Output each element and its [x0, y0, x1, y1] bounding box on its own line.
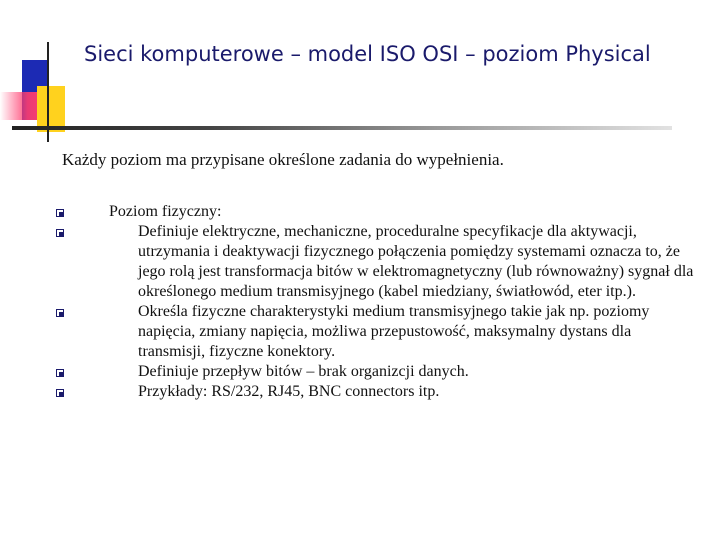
list-item-text: Określa fizyczne charakterystyki medium transmisyjnego takie jak np. poziomy napięcia, zmiany napięcia, możliwa przepustowość, maksymalny dystans dla transmisji, fizyczne konektory. [138, 303, 650, 360]
list-item [56, 382, 696, 402]
square-bullet-icon [56, 209, 64, 217]
square-bullet-icon [56, 229, 64, 237]
list-item-text: Poziom fizyczny: [109, 203, 222, 220]
bullet-list [56, 202, 696, 402]
intro-text: Każdy poziom ma przypisane określone zadania do wypełnienia. [62, 150, 504, 169]
list-item [56, 202, 696, 222]
list-item [56, 222, 696, 302]
square-bullet-icon [56, 369, 64, 377]
list-item [56, 362, 696, 382]
square-bullet-icon [56, 309, 64, 317]
list-item-text: Definiuje elektryczne, mechaniczne, proceduralne specyfikacje dla aktywacji, utrzymania i deaktywacji fizycznego połączenia pomiędzy systemami oznacza to, że jego rolą jest transformacja bitów w elektromagnetyczny (lub równoważny) sygnał dla określonego medium transmisyjnego (kabel miedziany, światłowód, eter itp.). [138, 223, 694, 300]
square-bullet-icon [56, 389, 64, 397]
list-item-text: Przykłady: RS/232, RJ45, BNC connectors itp. [138, 383, 440, 400]
list-item [56, 302, 696, 362]
slide-title: Sieci komputerowe – model ISO OSI – poziom Physical [84, 42, 651, 66]
decor-horizontal-rule [12, 126, 672, 130]
list-item-text: Definiuje przepływ bitów – brak organizcji danych. [138, 363, 469, 380]
